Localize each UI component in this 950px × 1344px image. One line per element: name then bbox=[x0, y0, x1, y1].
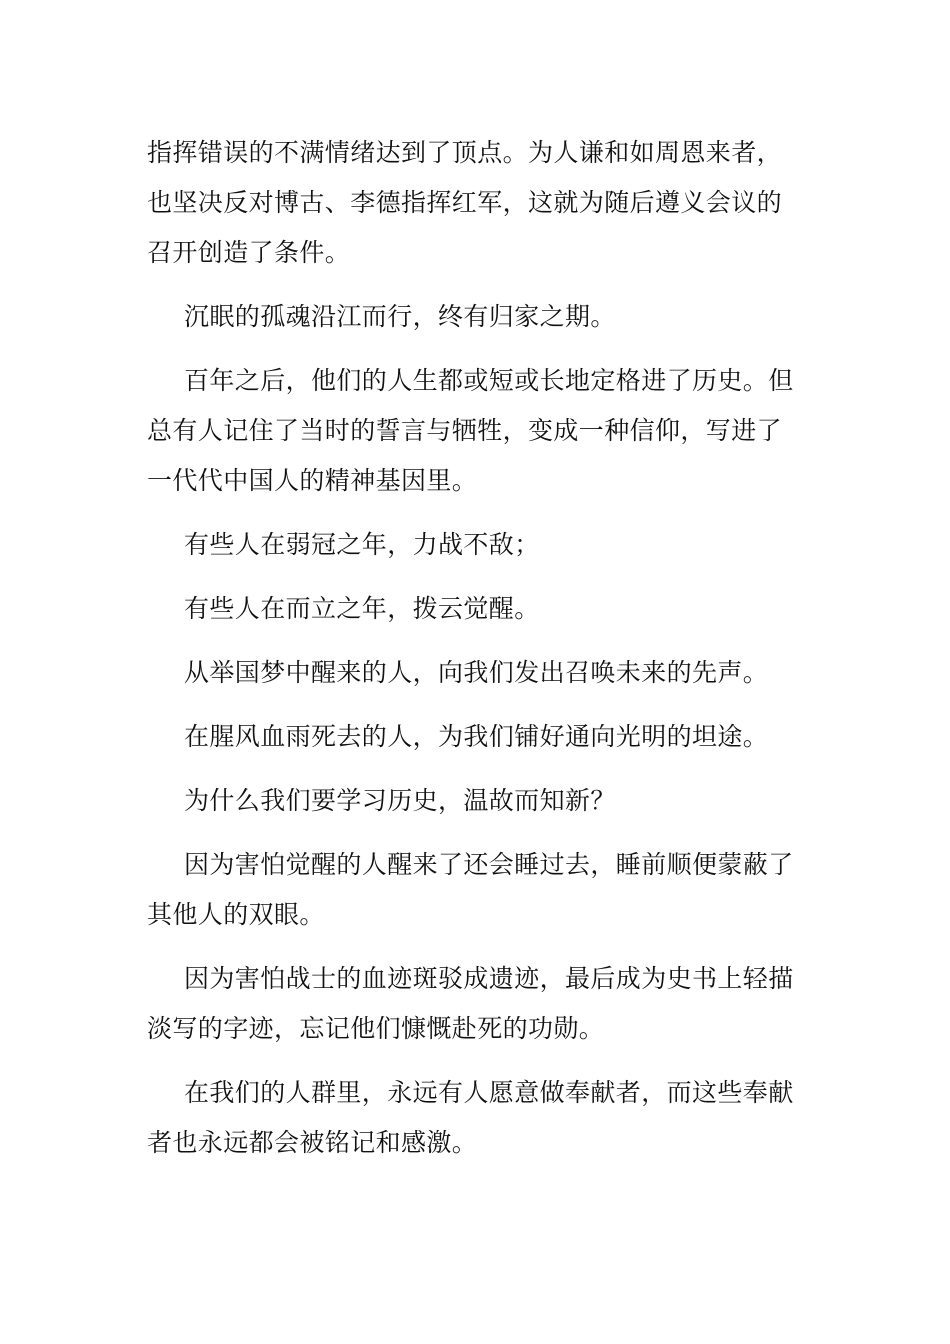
paragraph: 百年之后，他们的人生都或短或长地定格进了历史。但总有人记住了当时的誓言与牺牲，变成一种信仰，写进了一代代中国人的精神基因里。 bbox=[147, 366, 794, 495]
paragraph: 有些人在而立之年，拨云觉醒。 bbox=[184, 594, 540, 623]
paragraph: 指挥错误的不满情绪达到了顶点。为人谦和如周恩来者，也坚决反对博古、李德指挥红军，这就为随后遵义会议的召开创造了条件。 bbox=[147, 138, 783, 267]
paragraph: 沉眠的孤魂沿江而行，终有归家之期。 bbox=[184, 302, 616, 331]
paragraph: 有些人在弱冠之年，力战不敌； bbox=[184, 530, 540, 559]
paragraph: 因为害怕战士的血迹斑驳成遗迹，最后成为史书上轻描淡写的字迹，忘记他们慷慨赴死的功勋。 bbox=[147, 964, 794, 1043]
document-body bbox=[147, 128, 807, 1182]
paragraph: 在我们的人群里，永远有人愿意做奉献者，而这些奉献者也永远都会被铭记和感激。 bbox=[147, 1078, 794, 1157]
paragraph: 因为害怕觉醒的人醒来了还会睡过去，睡前顺便蒙蔽了其他人的双眼。 bbox=[147, 850, 794, 929]
paragraph: 为什么我们要学习历史，温故而知新？ bbox=[184, 786, 616, 815]
paragraph: 在腥风血雨死去的人，为我们铺好通向光明的坦途。 bbox=[184, 722, 769, 751]
paragraph: 从举国梦中醒来的人，向我们发出召唤未来的先声。 bbox=[184, 658, 769, 687]
